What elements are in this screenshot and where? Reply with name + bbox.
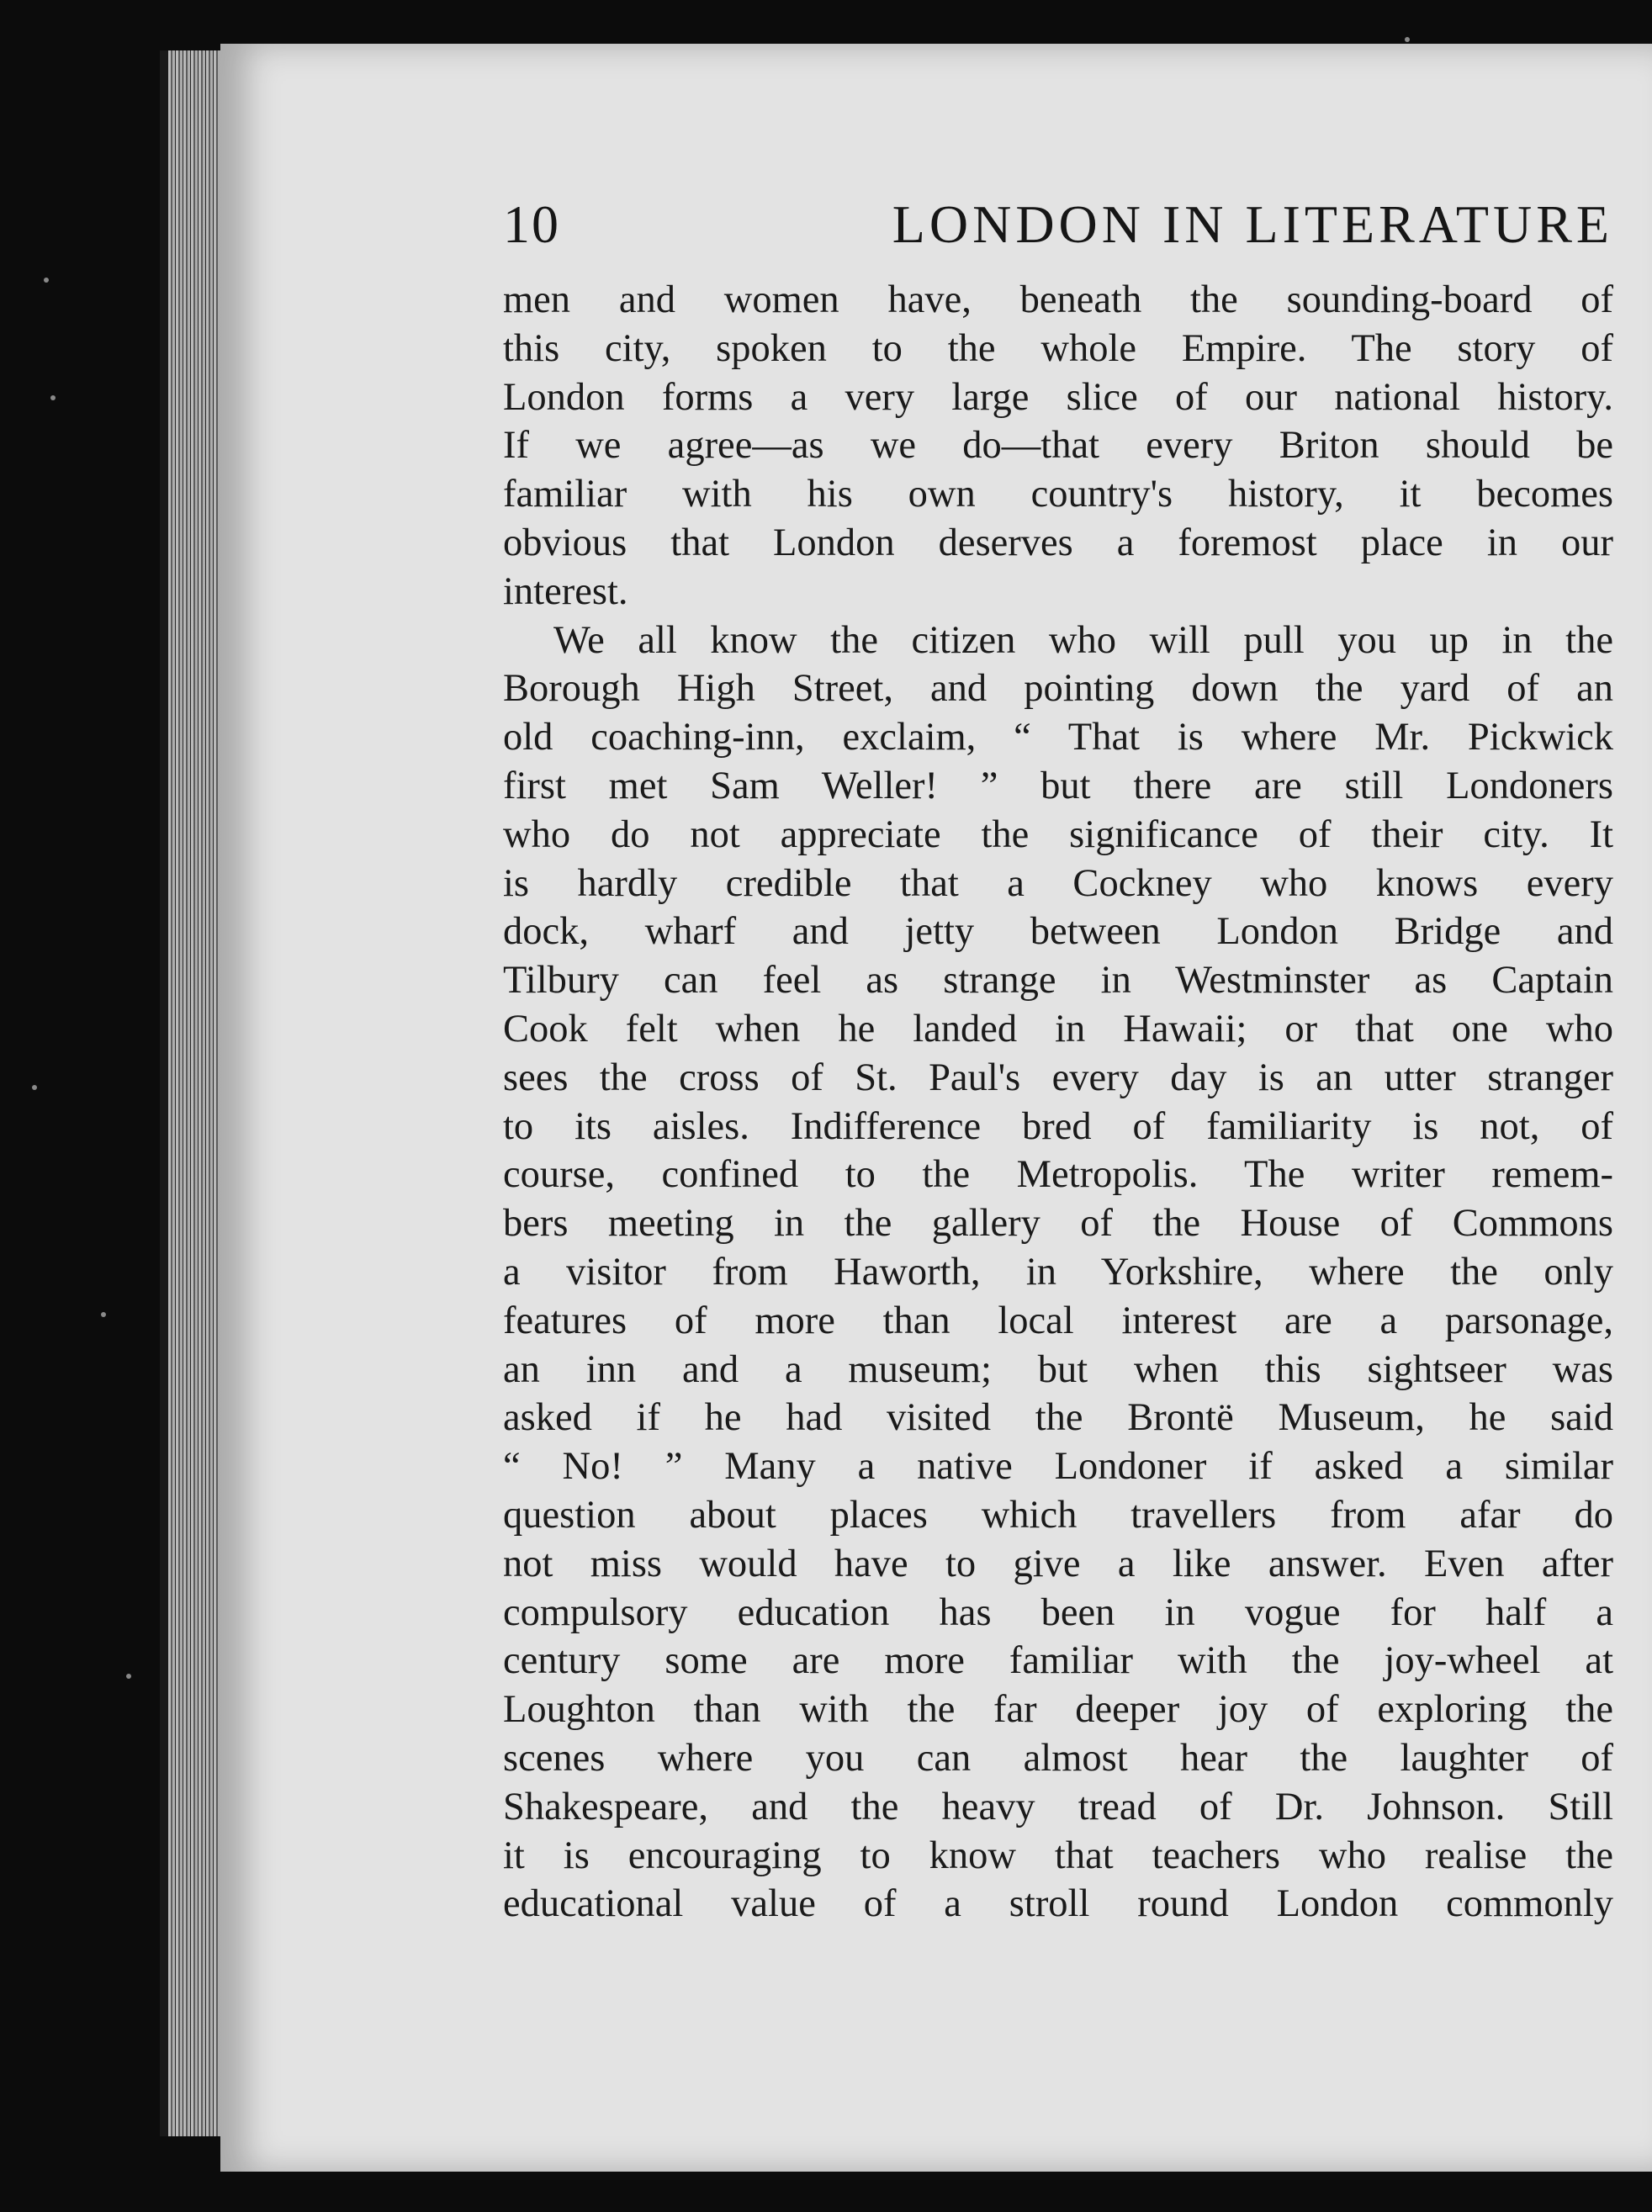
text-line: question about places which travellers from afar do [503, 1493, 1613, 1537]
text-line: features of more than local interest are a parsonage, [503, 1299, 1613, 1342]
text-line: Shakespeare, and the heavy tread of Dr. Johnson. Still [503, 1785, 1613, 1828]
text-line: obvious that London deserves a foremost place in our [503, 521, 1613, 564]
text-line: men and women have, beneath the sounding-board of [503, 278, 1613, 321]
paragraph-start-line: We all know the citizen who will pull you up in the [553, 618, 1613, 662]
text-line: Cook felt when he landed in Hawaii; or that one who [503, 1007, 1613, 1050]
text-line: Tilbury can feel as strange in Westminster as Captain [503, 959, 1613, 1003]
text-line: “ No! ” Many a native Londoner if asked a similar [503, 1445, 1613, 1489]
running-title: LONDON IN LITERATURE [892, 194, 1613, 254]
text-line: compulsory education has been in vogue for half a [503, 1590, 1613, 1634]
scan-speck [1405, 37, 1410, 42]
text-line: interest. [503, 569, 628, 613]
text-line: dock, wharf and jetty between London Bridge and [503, 910, 1613, 954]
text-line: educational value of a stroll round London commonly [503, 1882, 1613, 1926]
text-line: bers meeting in the gallery of the House of Commons [503, 1202, 1613, 1246]
body-text [503, 276, 1613, 1929]
text-line: scenes where you can almost hear the laughter of [503, 1736, 1613, 1780]
text-line: Borough High Street, and pointing down the yard of an [503, 667, 1613, 711]
text-line: Loughton than with the far deeper joy of exploring the [503, 1688, 1613, 1732]
text-line: course, confined to the Metropolis. The writer remem- [503, 1153, 1613, 1197]
text-line: London forms a very large slice of our national history. [503, 375, 1613, 419]
page-header [503, 193, 1613, 269]
text-line: sees the cross of St. Paul's every day is an utter stranger [503, 1056, 1613, 1099]
text-line: familiar with his own country's history, it becomes [503, 473, 1613, 516]
text-line: If we agree—as we do—that every Briton should be [503, 424, 1613, 468]
scan-speck [50, 395, 56, 400]
text-line: it is encouraging to know that teachers who realise the [503, 1834, 1613, 1877]
text-line: this city, spoken to the whole Empire. The story of [503, 326, 1613, 370]
scan-speck [126, 1674, 131, 1679]
scan-speck [44, 278, 49, 283]
scan-speck [32, 1085, 37, 1090]
page-number: 10 [503, 194, 560, 254]
text-line: first met Sam Weller! ” but there are still Londoners [503, 764, 1613, 807]
scan-speck [101, 1312, 106, 1317]
text-line: an inn and a museum; but when this sightseer was [503, 1347, 1613, 1391]
text-line: asked if he had visited the Brontë Museum, he said [503, 1396, 1613, 1440]
text-line: old coaching-inn, exclaim, “ That is where Mr. Pickwick [503, 716, 1613, 759]
text-line: is hardly credible that a Cockney who knows every [503, 861, 1613, 905]
text-line: to its aisles. Indifference bred of familiarity is not, of [503, 1104, 1613, 1148]
text-line: who do not appreciate the significance of their city. It [503, 812, 1613, 856]
text-line: century some are more familiar with the joy-wheel at [503, 1639, 1613, 1683]
text-line: not miss would have to give a like answer. Even after [503, 1542, 1613, 1585]
text-line: a visitor from Haworth, in Yorkshire, where the only [503, 1250, 1613, 1294]
